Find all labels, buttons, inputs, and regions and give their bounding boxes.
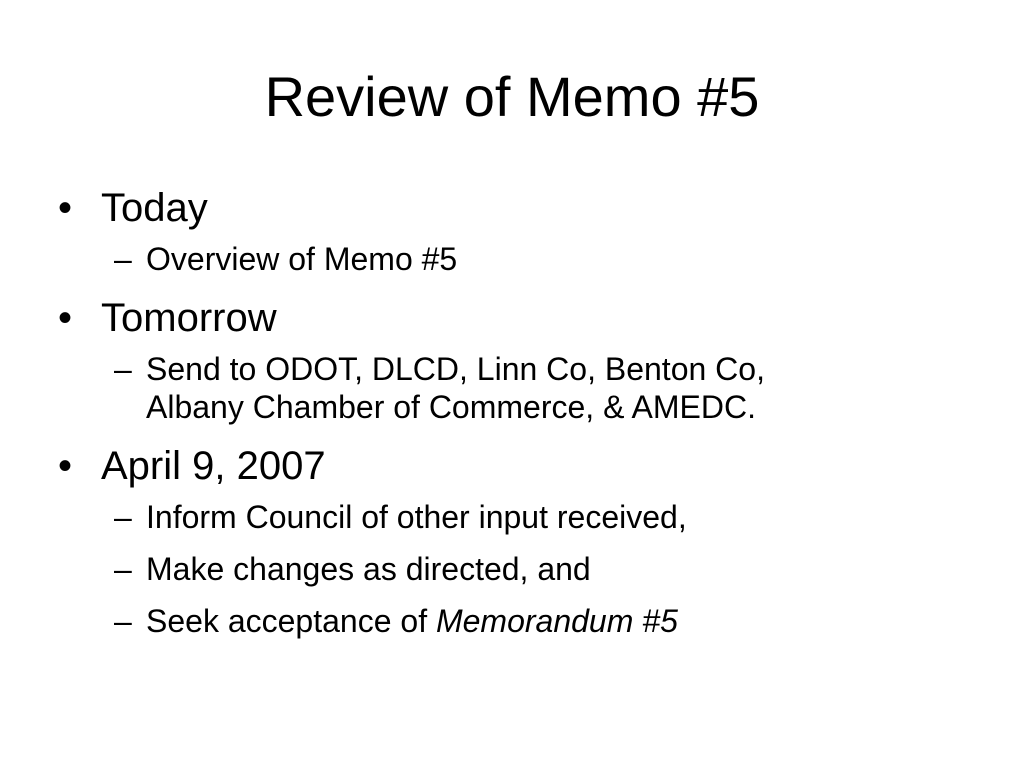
slide-title: Review of Memo #5 (264, 65, 760, 128)
dash-icon: – (114, 499, 132, 535)
sub-item-text: Inform Council of other input received, (146, 499, 687, 535)
sub-item-make-changes (58, 550, 958, 588)
dash-icon: – (114, 351, 132, 387)
sub-item-text-italic: Memorandum #5 (435, 603, 678, 639)
bullet-text: April 9, 2007 (101, 444, 326, 488)
sub-item-seek-acceptance (58, 602, 958, 640)
sub-item-inform-council (58, 498, 958, 536)
bullet-icon: • (58, 186, 73, 230)
sub-item-overview (58, 240, 958, 278)
sub-item-text: Overview of Memo #5 (146, 241, 458, 277)
bullet-list (58, 182, 958, 654)
bullet-item-april-9 (58, 440, 958, 492)
sub-item-text-prefix: Seek acceptance of (146, 603, 436, 639)
bullet-icon: • (58, 444, 73, 488)
sub-item-send-to (58, 350, 958, 426)
bullet-text: Tomorrow (101, 296, 277, 340)
bullet-icon: • (58, 296, 73, 340)
sub-item-text-line2: Albany Chamber of Commerce, & AMEDC. (146, 389, 756, 425)
bullet-item-today (58, 182, 958, 234)
bullet-text: Today (101, 186, 208, 230)
dash-icon: – (114, 551, 132, 587)
bullet-item-tomorrow (58, 292, 958, 344)
dash-icon: – (114, 241, 132, 277)
sub-item-text: Make changes as directed, and (146, 551, 591, 587)
dash-icon: – (114, 603, 132, 639)
sub-item-text-line1: Send to ODOT, DLCD, Linn Co, Benton Co, (146, 351, 765, 387)
